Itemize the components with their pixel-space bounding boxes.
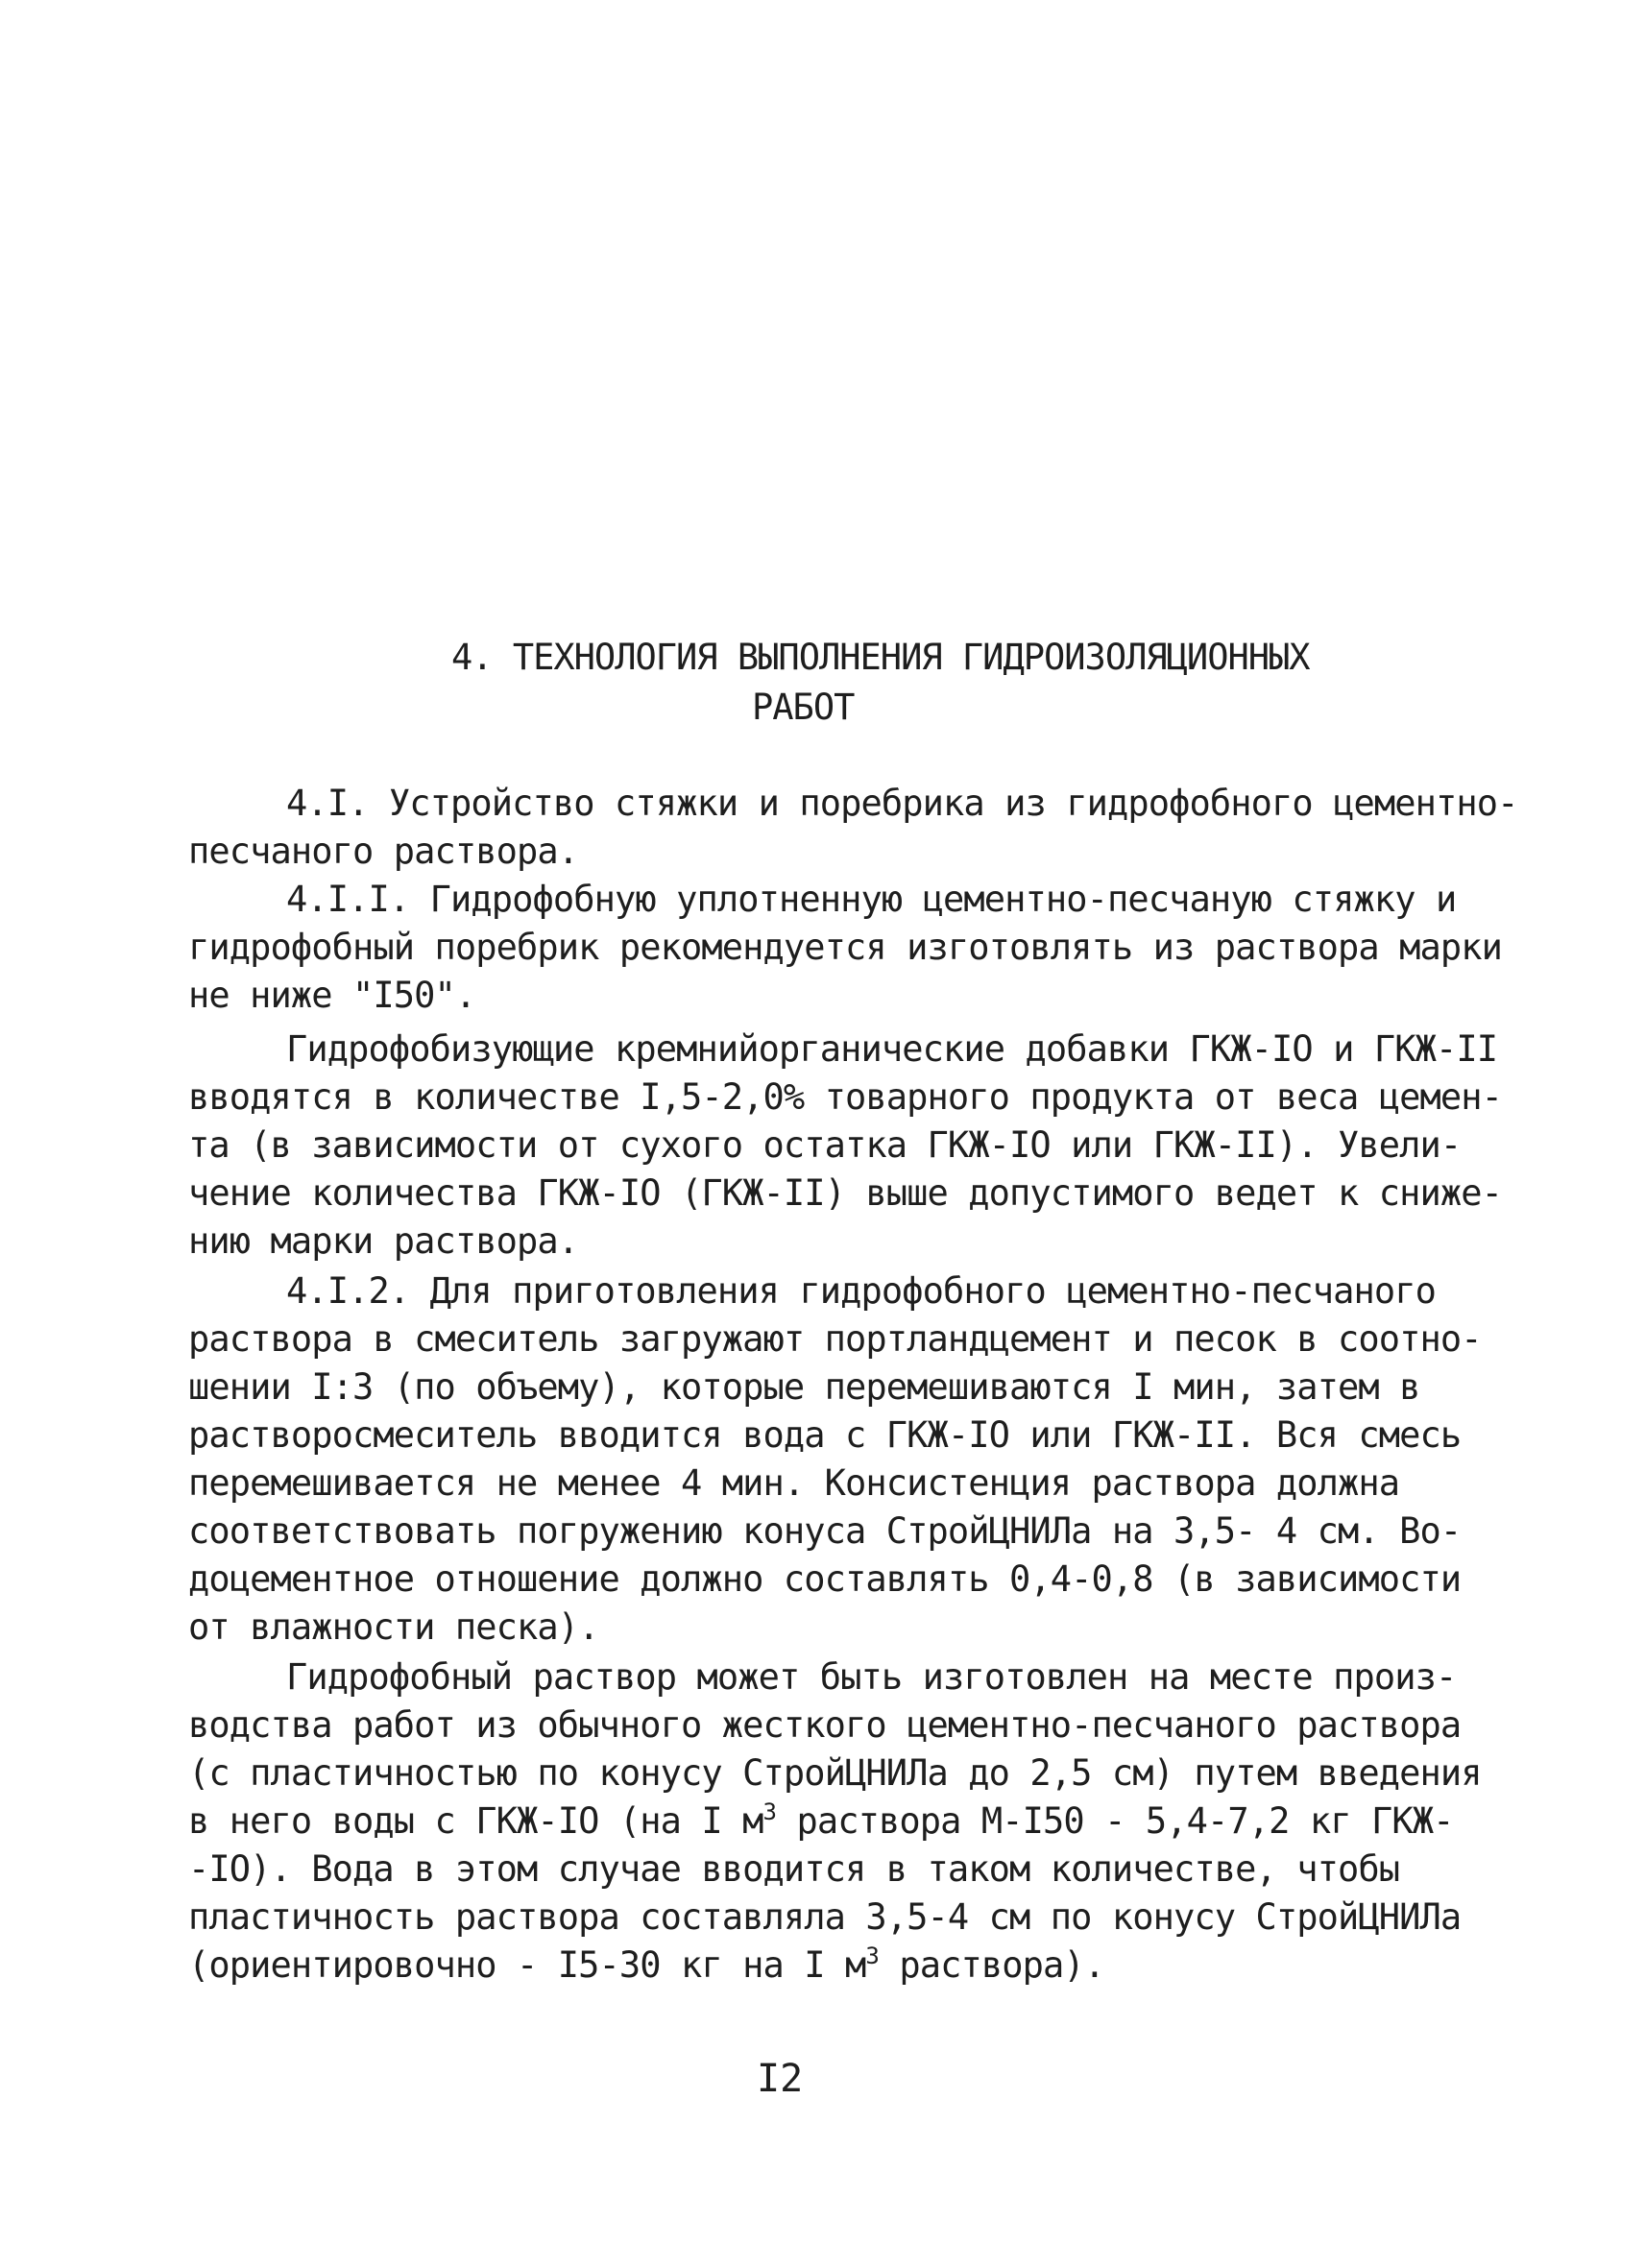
paragraph-line: водства работ из обычного жесткого цементно-песчаного раствора bbox=[188, 1704, 1462, 1746]
paragraph-line: 4.I. Устройство стяжки и поребрика из гидрофобного цементно- bbox=[286, 783, 1518, 824]
paragraph-line: вводятся в количестве I,5-2,0% товарного продукта от веса цемен- bbox=[188, 1076, 1503, 1118]
paragraph-line: та (в зависимости от сухого остатка ГКЖ-IO или ГКЖ-II). Увели- bbox=[188, 1124, 1462, 1166]
paragraph-line: песчаного раствора. bbox=[188, 831, 579, 872]
paragraph-line bbox=[188, 1942, 1104, 1990]
paragraph-line: растворосмеситель вводится вода с ГКЖ-IO или ГКЖ-II. Вся смесь bbox=[188, 1414, 1462, 1456]
paragraph-line: раствора в смеситель загружают портландцемент и песок в соотно- bbox=[188, 1318, 1482, 1360]
paragraph-line: перемешивается не менее 4 мин. Консистенция раствора должна bbox=[188, 1462, 1400, 1504]
paragraph-line: от влажности песка). bbox=[188, 1606, 599, 1648]
paragraph-line: чение количества ГКЖ-IO (ГКЖ-II) выше допустимого ведет к сниже- bbox=[188, 1172, 1503, 1214]
section-title-line-1: 4. ТЕХНОЛОГИЯ ВЫПОЛНЕНИЯ ГИДРОИЗОЛЯЦИОННЫХ bbox=[451, 637, 1310, 678]
paragraph-line: гидрофобный поребрик рекомендуется изготовлять из раствора марки bbox=[188, 927, 1503, 968]
paragraph-line: нию марки раствора. bbox=[188, 1220, 579, 1262]
paragraph-line: -IO). Вода в этом случае вводится в таком количестве, чтобы bbox=[188, 1848, 1400, 1890]
paragraph-line: не ниже "I50". bbox=[188, 975, 476, 1016]
section-title-line-2: РАБОТ bbox=[752, 687, 855, 728]
line-text: раствора). bbox=[878, 1944, 1105, 1986]
paragraph-line: 4.I.2. Для приготовления гидрофобного цементно-песчаного bbox=[286, 1270, 1437, 1312]
page-number: I2 bbox=[757, 2057, 804, 2101]
line-text: раствора М-I50 - 5,4-7,2 кг ГКЖ- bbox=[776, 1800, 1454, 1842]
paragraph-line: (с пластичностью по конусу СтройЦНИЛа до 2,5 см) путем введения bbox=[188, 1752, 1482, 1794]
paragraph-line: Гидрофобный раствор может быть изготовлен на месте произ- bbox=[286, 1656, 1457, 1698]
line-text: (ориентировочно - I5-30 кг на I м bbox=[188, 1944, 866, 1986]
paragraph-line: соответствовать погружению конуса СтройЦНИЛа на 3,5- 4 см. Во- bbox=[188, 1510, 1462, 1552]
paragraph-line: доцементное отношение должно составлять 0,4-0,8 (в зависимости bbox=[188, 1558, 1462, 1600]
superscript: 3 bbox=[865, 1942, 879, 1969]
paragraph-line: 4.I.I. Гидрофобную уплотненную цементно-песчаную стяжку и bbox=[286, 879, 1457, 920]
paragraph-line: пластичность раствора составляла 3,5-4 см по конусу СтройЦНИЛа bbox=[188, 1896, 1462, 1938]
line-text: в него воды с ГКЖ-IO (на I м bbox=[188, 1800, 763, 1842]
paragraph-line: шении I:3 (по объему), которые перемешиваются I мин, затем в bbox=[188, 1366, 1420, 1408]
superscript: 3 bbox=[762, 1798, 777, 1825]
paragraph-line: Гидрофобизующие кремнийорганические добавки ГКЖ-IO и ГКЖ-II bbox=[286, 1028, 1498, 1070]
paragraph-line bbox=[188, 1798, 1454, 1846]
